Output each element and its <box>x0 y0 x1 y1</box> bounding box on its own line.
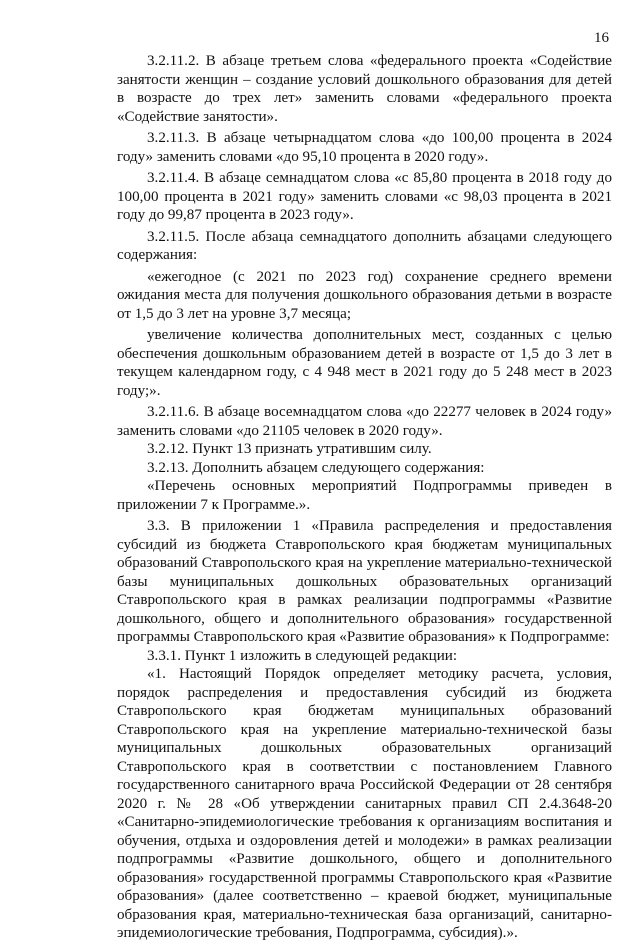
paragraph-quote-waiting-time: «ежегодное (с 2021 по 2023 год) сохранение среднего времени ожидания места для получения дошкольного образования детьми в возрасте от 1,5 до 3 лет на уровне 3,7 месяца; <box>117 268 612 322</box>
paragraph-3-2-11-3: 3.2.11.3. В абзаце четырнадцатом слова «до 100,00 процента в 2024 году» заменить словами «до 95,10 процента в 2020 году». <box>117 130 612 165</box>
paragraph-3-3: 3.3. В приложении 1 «Правила распределения и предоставления субсидий из бюджета Ставропольского края бюджетам муниципальных образований Ставропольского края на укрепление материально-технической базы муниципальных дошкольных образовательных организаций Ставропольского края в рамках реализации подпрограммы «Развитие дошкольного, общего и дополнительного образования» государственной программы Ставропольского края «Развитие образования» к Подпрограмме: <box>117 518 612 645</box>
paragraph-3-2-11-5: 3.2.11.5. После абзаца семнадцатого дополнить абзацами следующего содержания: <box>117 228 612 263</box>
paragraph-quote-additional-places: увеличение количества дополнительных мест, созданных с целью обеспечения дошкольным образованием детей в возрасте от 1,5 до 3 лет в текущем календарном году, с 4 948 мест в 2021 году до 5 248 мест в 2023 году;». <box>117 327 612 399</box>
paragraph-quote-procedure: «1. Настоящий Порядок определяет методику расчета, условия, порядок распределения и предоставления субсидий из бюджета Ставропольского края бюджетам муниципальных образований Ставропольского края на укрепление материально-технической базы муниципальных дошкольных образовательных организаций Ставропольского края в соответствии с постановлением Главного государственного санитарного врача Российской Федерации от 28 сентября 2020 г. № 28 «Об утверждении санитарных правил СП 2.4.3648-20 «Санитарно-эпидемиологические требования к организациям воспитания и обучения, отдыха и оздоровления детей и молодежи» в рамках реализации подпрограммы «Развитие дошкольного, общего и дополнительного образования» государственной программы Ставропольского края «Развитие образования» (далее соответственно – краевой бюджет, муниципальные образования края, материально-техническая база организаций, санитарно-эпидемиологические требования, Подпрограмма, субсидия).». <box>117 666 612 941</box>
paragraph-3-2-13: 3.2.13. Дополнить абзацем следующего содержания: <box>147 459 485 476</box>
paragraph-3-2-11-2: 3.2.11.2. В абзаце третьем слова «федерального проекта «Содействие занятости женщин – создание условий дошкольного образования для детей в возрасте до трех лет» заменить словами «федерального проекта «Содействие занятости». <box>117 53 612 125</box>
paragraph-3-2-12: 3.2.12. Пункт 13 признать утратившим силу. <box>147 441 432 457</box>
paragraph-3-2-11-6: 3.2.11.6. В абзаце восемнадцатом слова «до 22277 человек в 2024 году» заменить словами «до 21105 человек в 2020 году». <box>117 404 612 439</box>
page-number: 16 <box>594 30 609 46</box>
paragraph-3-3-1: 3.3.1. Пункт 1 изложить в следующей редакции: <box>147 647 458 664</box>
paragraph-3-2-11-4: 3.2.11.4. В абзаце семнадцатом слова «с 85,80 процента в 2018 году до 100,00 процента в 2021 году» заменить словами «с 98,03 процента в 2021 году до 99,87 процента в 2023 году». <box>117 170 612 223</box>
paragraph-quote-list-of-activities: «Перечень основных мероприятий Подпрограммы приведен в приложении 7 к Программе.». <box>117 478 612 513</box>
